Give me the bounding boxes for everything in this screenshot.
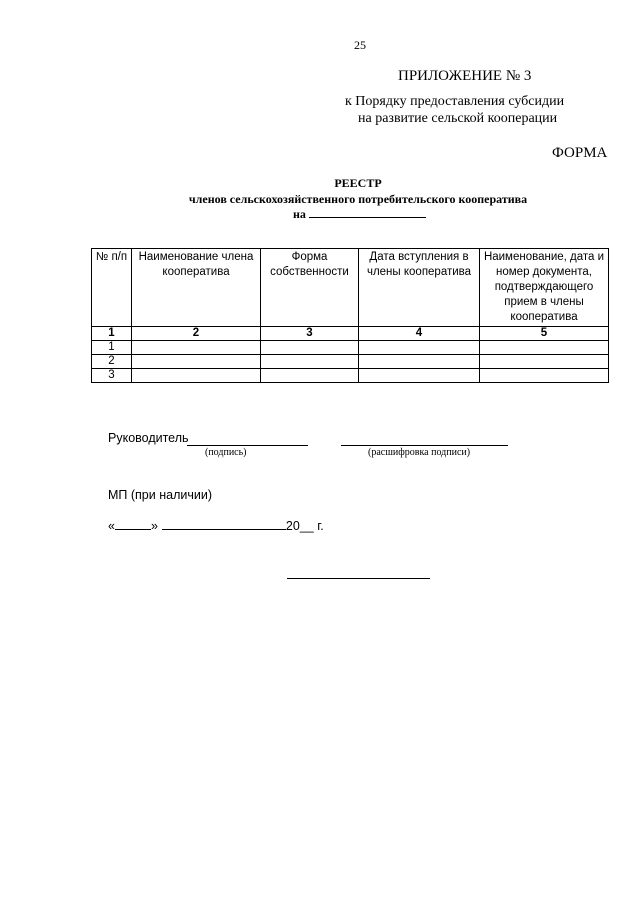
table-cell[interactable]: [480, 355, 609, 369]
document-title: РЕЕСТР: [334, 176, 382, 190]
document-subtitle: членов сельскохозяйственного потребительского кооператива: [188, 192, 528, 206]
column-number: 1: [92, 327, 132, 341]
column-number: 4: [359, 327, 480, 341]
registry-table: [91, 248, 609, 383]
close-quote: »: [150, 519, 158, 533]
table-cell[interactable]: [261, 341, 359, 355]
header-cell-ownership-form: Форма собственности: [261, 249, 359, 327]
column-number: 5: [480, 327, 609, 341]
header-cell-document: Наименование, дата и номер документа, подтверждающего прием в члены кооператива: [480, 249, 609, 327]
appendix-subtitle-line-2: на развитие сельской кооперации: [358, 111, 558, 126]
table-header-row: [92, 249, 609, 327]
table-row: [92, 341, 609, 355]
table-cell[interactable]: [359, 341, 480, 355]
signature-decoding-field[interactable]: [341, 445, 508, 446]
table-cell[interactable]: [359, 369, 480, 383]
table-cell[interactable]: [359, 355, 480, 369]
header-cell-number: № п/п: [92, 249, 132, 327]
signature-field[interactable]: [187, 445, 308, 446]
day-field[interactable]: [115, 518, 151, 530]
signature-hint: (подпись): [205, 447, 247, 458]
table-cell[interactable]: [132, 341, 261, 355]
table-row: [92, 355, 609, 369]
table-cell[interactable]: [132, 355, 261, 369]
year-suffix: __ г.: [299, 519, 324, 533]
table-cell[interactable]: [480, 369, 609, 383]
table-cell[interactable]: [261, 355, 359, 369]
header-cell-join-date: Дата вступления в члены кооператива: [359, 249, 480, 327]
date-blank-field[interactable]: [309, 207, 426, 218]
stamp-note: МП (при наличии): [108, 488, 212, 502]
column-number: 3: [261, 327, 359, 341]
date-row: [108, 518, 324, 533]
table-cell[interactable]: [132, 369, 261, 383]
header-cell-member-name: Наименование члена кооператива: [132, 249, 261, 327]
appendix-subtitle-line-1: к Порядку предоставления субсидии: [345, 94, 565, 109]
row-number: 3: [92, 369, 132, 383]
table-cell[interactable]: [480, 341, 609, 355]
row-number: 2: [92, 355, 132, 369]
open-quote: «: [108, 519, 115, 533]
row-number: 1: [92, 341, 132, 355]
form-label: ФОРМА: [552, 145, 608, 161]
column-number: 2: [132, 327, 261, 341]
month-field[interactable]: [162, 518, 286, 530]
table-cell[interactable]: [261, 369, 359, 383]
appendix-title: ПРИЛОЖЕНИЕ № 3: [398, 68, 532, 84]
signature-label: Руководитель: [108, 431, 189, 445]
signature-decoding-hint: (расшифровка подписи): [368, 447, 471, 458]
table-row: [92, 369, 609, 383]
column-number-row: [92, 327, 609, 341]
bottom-rule: [287, 578, 430, 579]
document-date-line: [293, 207, 426, 222]
date-prefix: на: [293, 207, 306, 221]
year-prefix: 20: [285, 519, 300, 533]
page-number: 25: [354, 38, 366, 52]
